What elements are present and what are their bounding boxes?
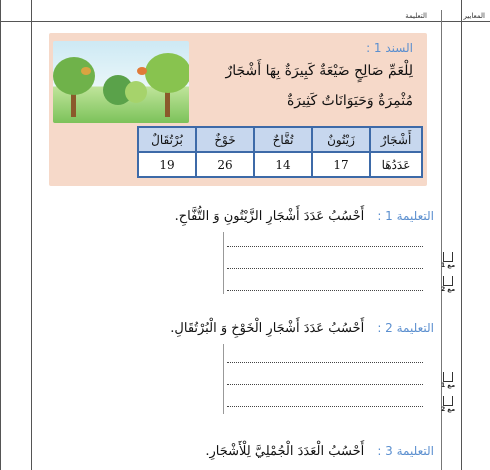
criteria-checkbox-1[interactable] (438, 252, 458, 269)
table-column-apple: تُفَّاحٌ (254, 127, 312, 152)
criteria-label: مع 1 (440, 382, 456, 389)
source-text-line-2: مُثْمِرَةٌ وَحَيَوَانَاتٌ كَثِيرَةٌ (286, 93, 413, 109)
table-header-row (138, 127, 422, 152)
checkbox-square[interactable] (443, 396, 453, 406)
table-value-olive: 17 (312, 152, 370, 177)
answer-line[interactable] (227, 384, 423, 385)
table-value-row (138, 152, 422, 177)
source-title: السند 1 : (366, 41, 413, 55)
answer-line[interactable] (227, 290, 423, 291)
criteria-checkbox-3[interactable] (438, 372, 458, 389)
criteria-label: مع 1 (440, 262, 456, 269)
table-column-orange: بُرْتُقَالٌ (138, 127, 196, 152)
orchard-illustration (53, 41, 189, 123)
criteria-checkbox-4[interactable] (438, 396, 458, 413)
instruction-2-label: التعليمة 2 : (377, 321, 434, 335)
answer-area-1-divider (223, 232, 224, 294)
instruction-3-text: أَحْسُبُ الْعَدَدَ الْجُمْلِيَّ لِلْأَشْجَارِ. (205, 444, 365, 459)
answer-area-2-divider (223, 344, 224, 414)
checkbox-square[interactable] (443, 252, 453, 262)
instruction-2-text: أَحْسُبُ عَدَدَ أَشْجَارِ الْخَوْخِ وَ الْبُرْتُقَالِ. (170, 321, 365, 336)
checkbox-square[interactable] (443, 276, 453, 286)
criteria-label: مع 2 (440, 406, 456, 413)
trees-table (137, 126, 423, 178)
source-text-line-1: لِلْعَمِّ صَالِحٍ ضَيْعَةٌ كَبِيرَةٌ بِهَا أَشْجَارٌ (225, 63, 413, 79)
table-column-olive: زَيْتُونٌ (312, 127, 370, 152)
table-value-peach: 26 (196, 152, 254, 177)
instruction-column-label: التعليمة (405, 12, 427, 20)
criteria-divider-line (461, 0, 462, 470)
checkbox-square[interactable] (443, 372, 453, 382)
table-header-row-label: أَشْجَارٌ (370, 127, 422, 152)
instruction-1-label: التعليمة 1 : (377, 209, 434, 223)
table-value-orange: 19 (138, 152, 196, 177)
instruction-1-text: أَحْسُبُ عَدَدَ أَشْجَارِ الزَّيْتُونِ وَ التُّفَّاحِ. (174, 209, 365, 224)
criteria-checkbox-2[interactable] (438, 276, 458, 293)
answer-line[interactable] (227, 406, 423, 407)
instruction-1 (175, 205, 434, 224)
answer-line[interactable] (227, 246, 423, 247)
instruction-3-label: التعليمة 3 : (377, 444, 434, 458)
header-row (1, 0, 490, 22)
instruction-3 (205, 440, 434, 459)
criteria-label: مع 2 (440, 286, 456, 293)
answer-line[interactable] (227, 362, 423, 363)
criteria-column-label: المعايير (463, 12, 485, 20)
table-value-apple: 14 (254, 152, 312, 177)
table-column-peach: خَوْخٌ (196, 127, 254, 152)
instruction-2 (170, 317, 434, 336)
answer-line[interactable] (227, 268, 423, 269)
left-border-line (31, 0, 32, 470)
table-value-row-label: عَدَدُهَا (370, 152, 422, 177)
